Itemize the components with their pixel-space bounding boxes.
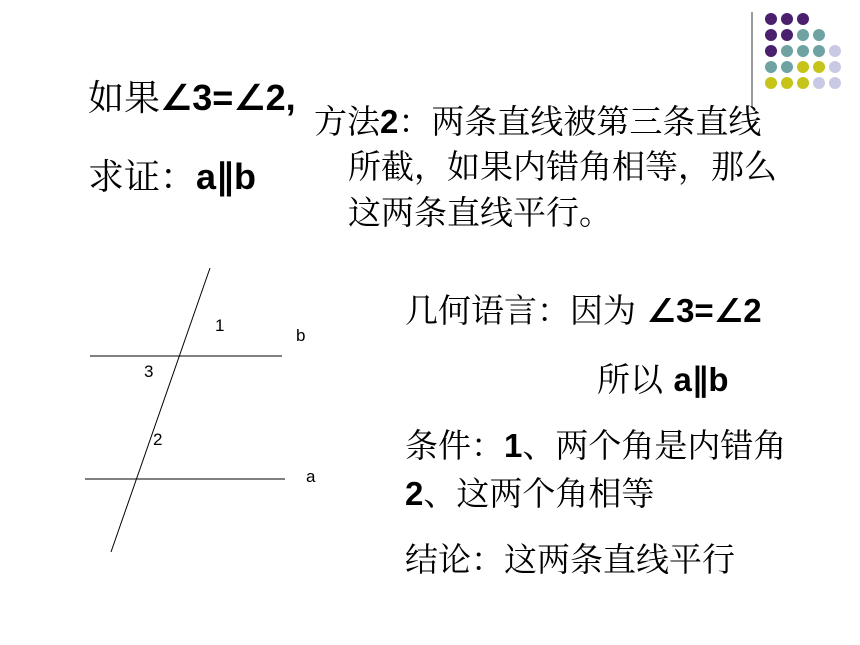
angle-1-label: 1 (215, 316, 225, 335)
method-line-3: 这两条直线平行。 (348, 193, 612, 232)
transversal-line (111, 268, 210, 552)
given-condition: 如果∠3=∠2, (88, 77, 296, 119)
line-b-label: b (296, 326, 306, 345)
angle-3-label: 3 (144, 362, 154, 381)
method-line-2: 所截，如果内错角相等，那么 (348, 147, 777, 186)
condition-item-2: 2、这两个角相等 (405, 474, 655, 513)
method-line-1: 方法2：两条直线被第三条直线 (314, 102, 762, 141)
angle-2-label: 2 (153, 430, 163, 449)
geometry-language-because: 几何语言：因为 ∠3=∠2 (405, 291, 762, 330)
conclusion: 结论：这两条直线平行 (405, 540, 735, 579)
condition-item-1: 条件：1、两个角是内错角 (405, 426, 787, 465)
line-a-label: a (306, 467, 316, 486)
prove-statement: 求证：a∥b (88, 156, 257, 198)
geometry-language-so: 所以 a∥b (597, 360, 729, 399)
